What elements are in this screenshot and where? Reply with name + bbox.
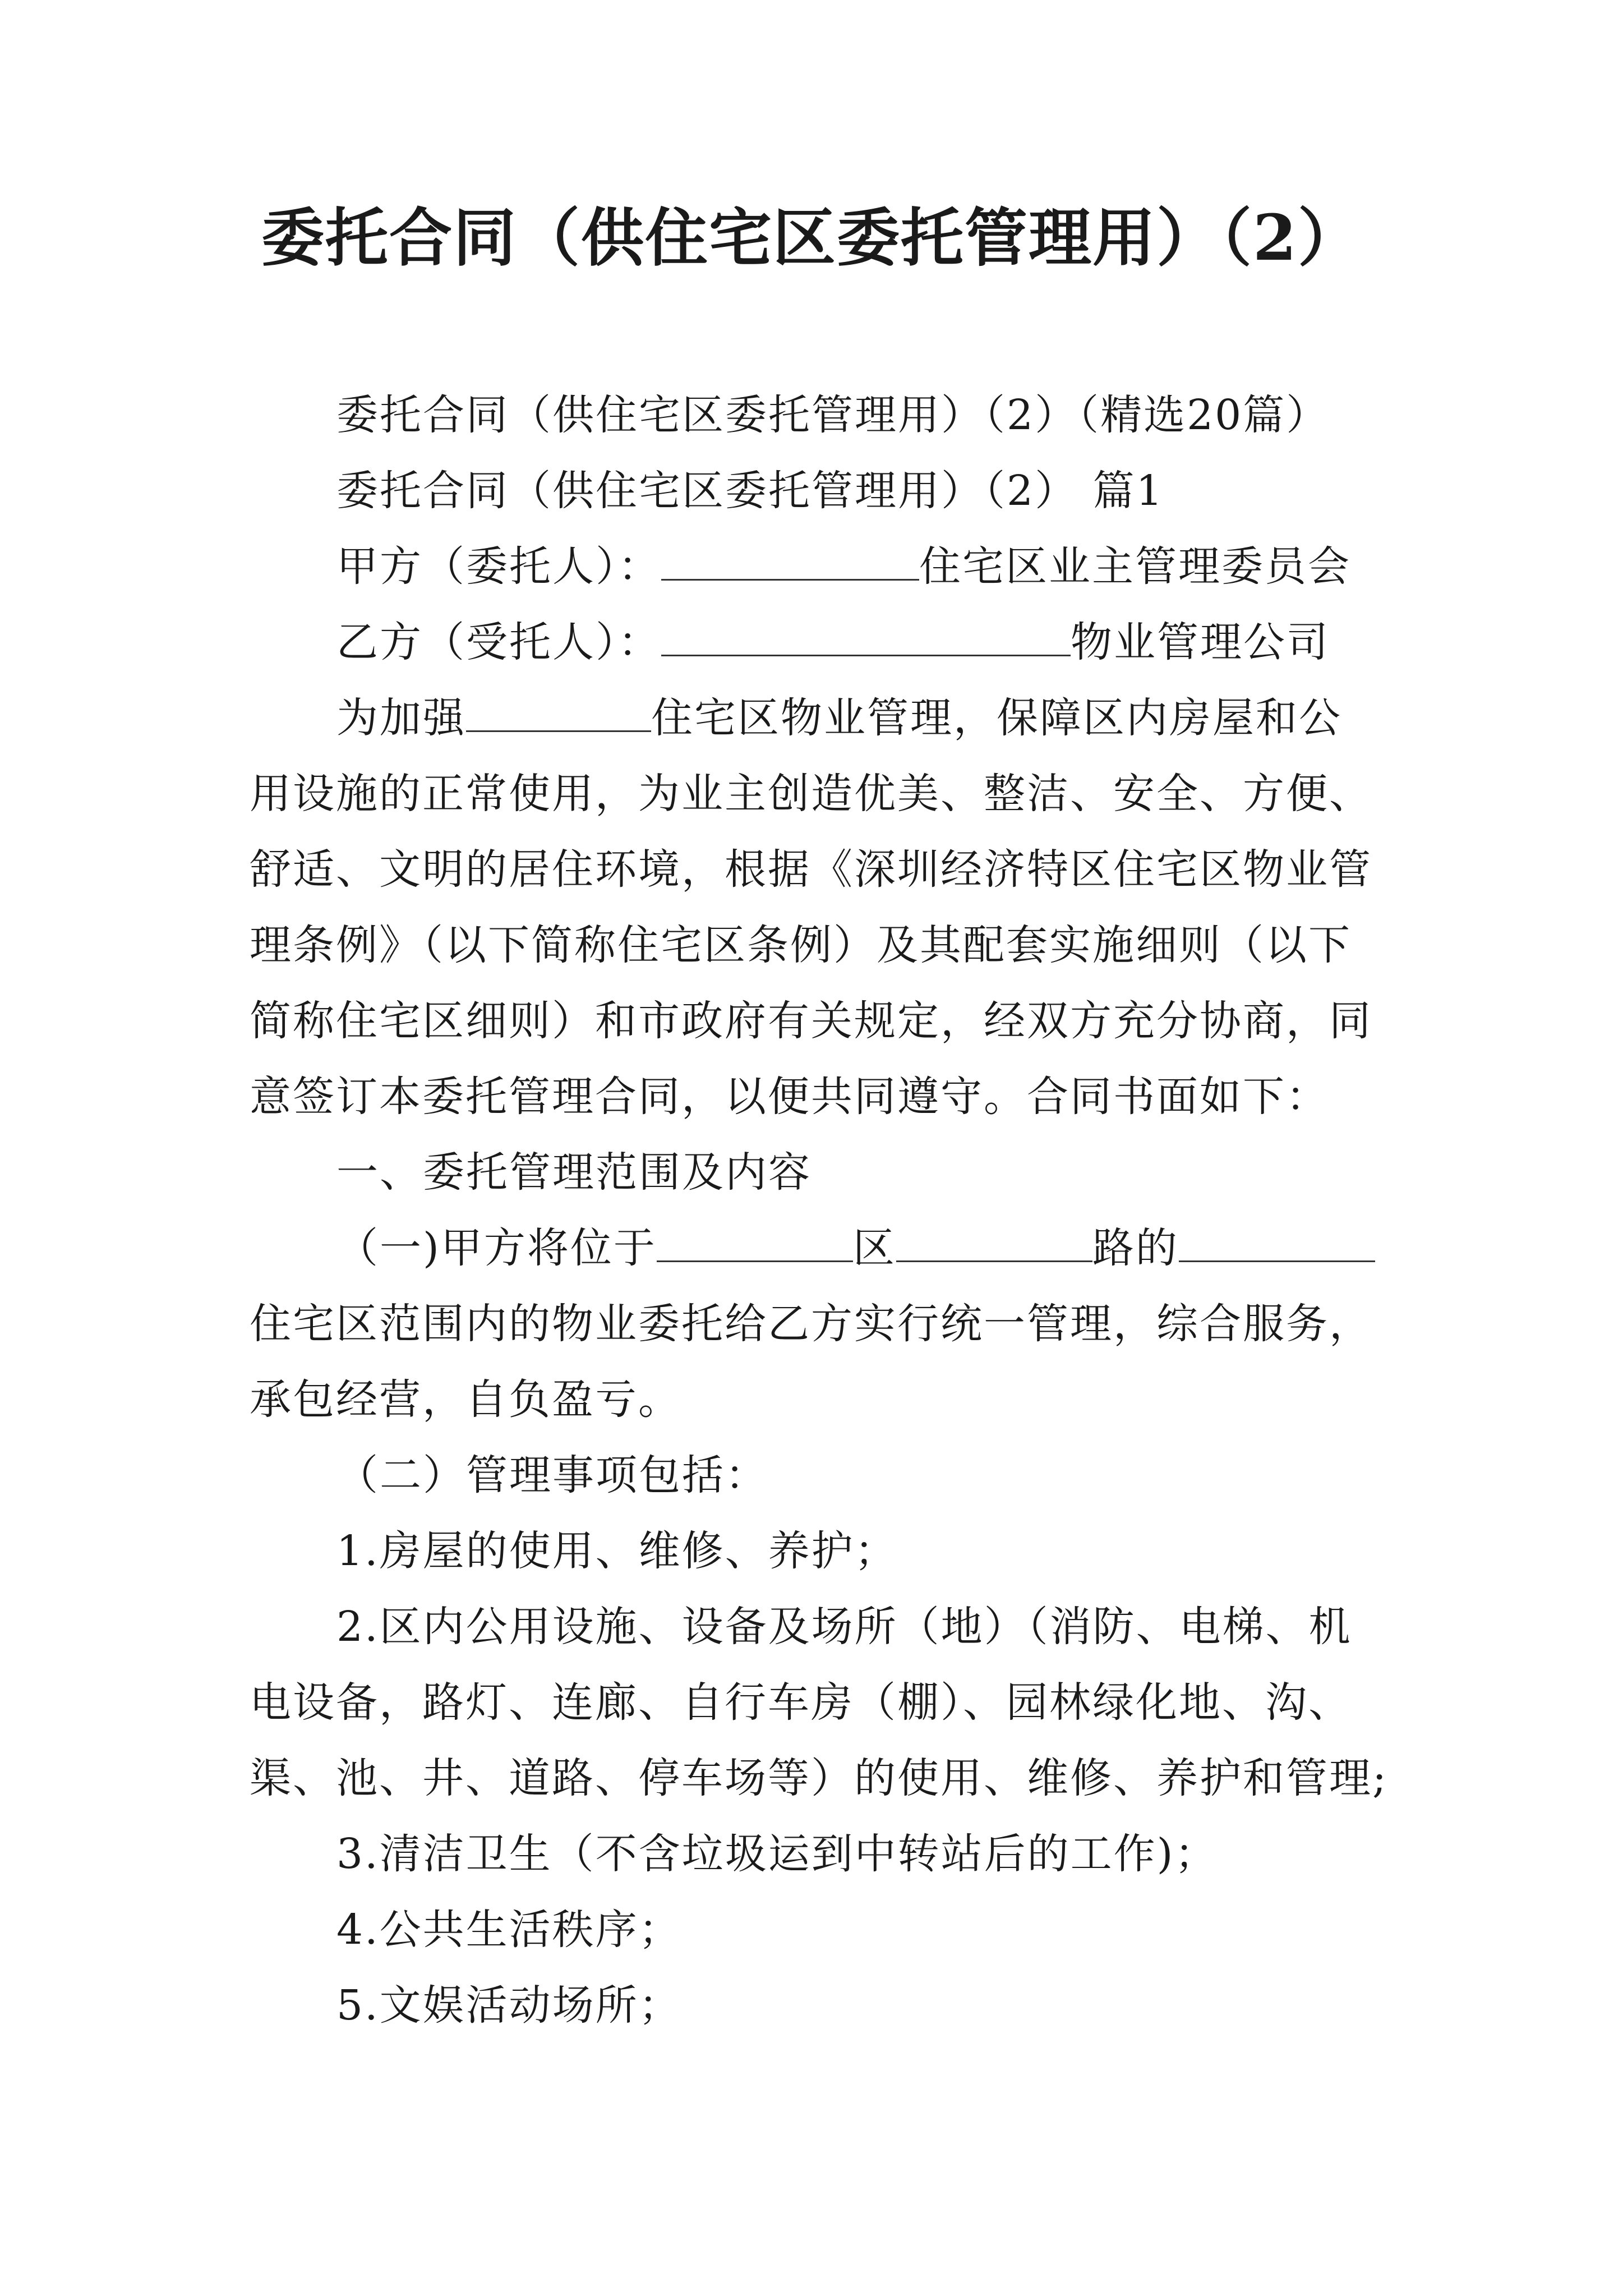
party-a-label: 甲方（委托人）： bbox=[336, 542, 661, 591]
clause-1-road: 路的 bbox=[1092, 1224, 1179, 1272]
preamble-line-5: 简称住宅区细则）和市政府有关规定，经双方充分协商，同 bbox=[250, 997, 1372, 1045]
clause-1-prefix: （一)甲方将位于 bbox=[336, 1224, 657, 1272]
item-3: 3.清洁卫生（不含垃圾运到中转站后的工作)； bbox=[336, 1830, 1218, 1878]
item-5: 5.文娱活动场所； bbox=[336, 1981, 682, 2030]
preamble-line-1 bbox=[336, 690, 1342, 746]
item-1: 1.房屋的使用、维修、养护； bbox=[336, 1527, 898, 1575]
clause-1-line-1 bbox=[336, 1220, 1375, 1276]
preamble-prefix: 为加强 bbox=[336, 694, 466, 742]
clause-1-district: 区 bbox=[852, 1224, 896, 1272]
preamble-line-3: 舒适、文明的居住环境，根据《深圳经济特区住宅区物业管 bbox=[250, 845, 1372, 894]
article-1-heading: 一、委托管理范围及内容 bbox=[336, 1148, 811, 1197]
clause-1-blank-2 bbox=[896, 1227, 1092, 1262]
item-2-line-3: 渠、池、井、道路、停车场等）的使用、维修、养护和管理; bbox=[250, 1754, 1388, 1802]
document-title: 委托合同（供住宅区委托管理用）（2） bbox=[261, 201, 1362, 275]
clause-1-line-2: 住宅区范围内的物业委托给乙方实行统一管理，综合服务， bbox=[250, 1300, 1372, 1348]
section-heading: 委托合同（供住宅区委托管理用）（2） 篇1 bbox=[336, 467, 1164, 515]
clause-1-blank-1 bbox=[657, 1227, 853, 1262]
clause-1-blank-3 bbox=[1179, 1227, 1375, 1262]
party-b-suffix: 物业管理公司 bbox=[1071, 618, 1330, 666]
clause-1-line-3: 承包经营，自负盈亏。 bbox=[250, 1375, 681, 1424]
preamble-line-4: 理条例》（以下简称住宅区条例）及其配套实施细则（以下 bbox=[250, 921, 1352, 969]
preamble-suffix: 住宅区物业管理，保障区内房屋和公 bbox=[651, 694, 1342, 742]
clause-2-heading: （二）管理事项包括： bbox=[336, 1451, 768, 1499]
item-2-line-2: 电设备，路灯、连廊、自行车房（棚）、园林绿化地、沟、 bbox=[250, 1678, 1352, 1727]
document-subtitle: 委托合同（供住宅区委托管理用）（2）（精选20篇） bbox=[336, 391, 1330, 439]
preamble-blank bbox=[466, 697, 651, 732]
preamble-line-2: 用设施的正常使用，为业主创造优美、整洁、安全、方便、 bbox=[250, 770, 1372, 818]
party-b-label: 乙方（受托人）： bbox=[336, 618, 661, 666]
party-b-line bbox=[336, 614, 1330, 670]
party-b-blank bbox=[661, 621, 1071, 656]
item-2-line-1: 2.区内公用设施、设备及场所（地）（消防、电梯、机 bbox=[336, 1603, 1352, 1651]
preamble-line-6: 意签订本委托管理合同，以便共同遵守。合同书面如下： bbox=[250, 1073, 1329, 1121]
party-a-suffix: 住宅区业主管理委员会 bbox=[919, 542, 1351, 591]
party-a-line bbox=[336, 539, 1351, 595]
item-4: 4.公共生活秩序； bbox=[336, 1906, 682, 1954]
party-a-blank bbox=[661, 545, 919, 581]
